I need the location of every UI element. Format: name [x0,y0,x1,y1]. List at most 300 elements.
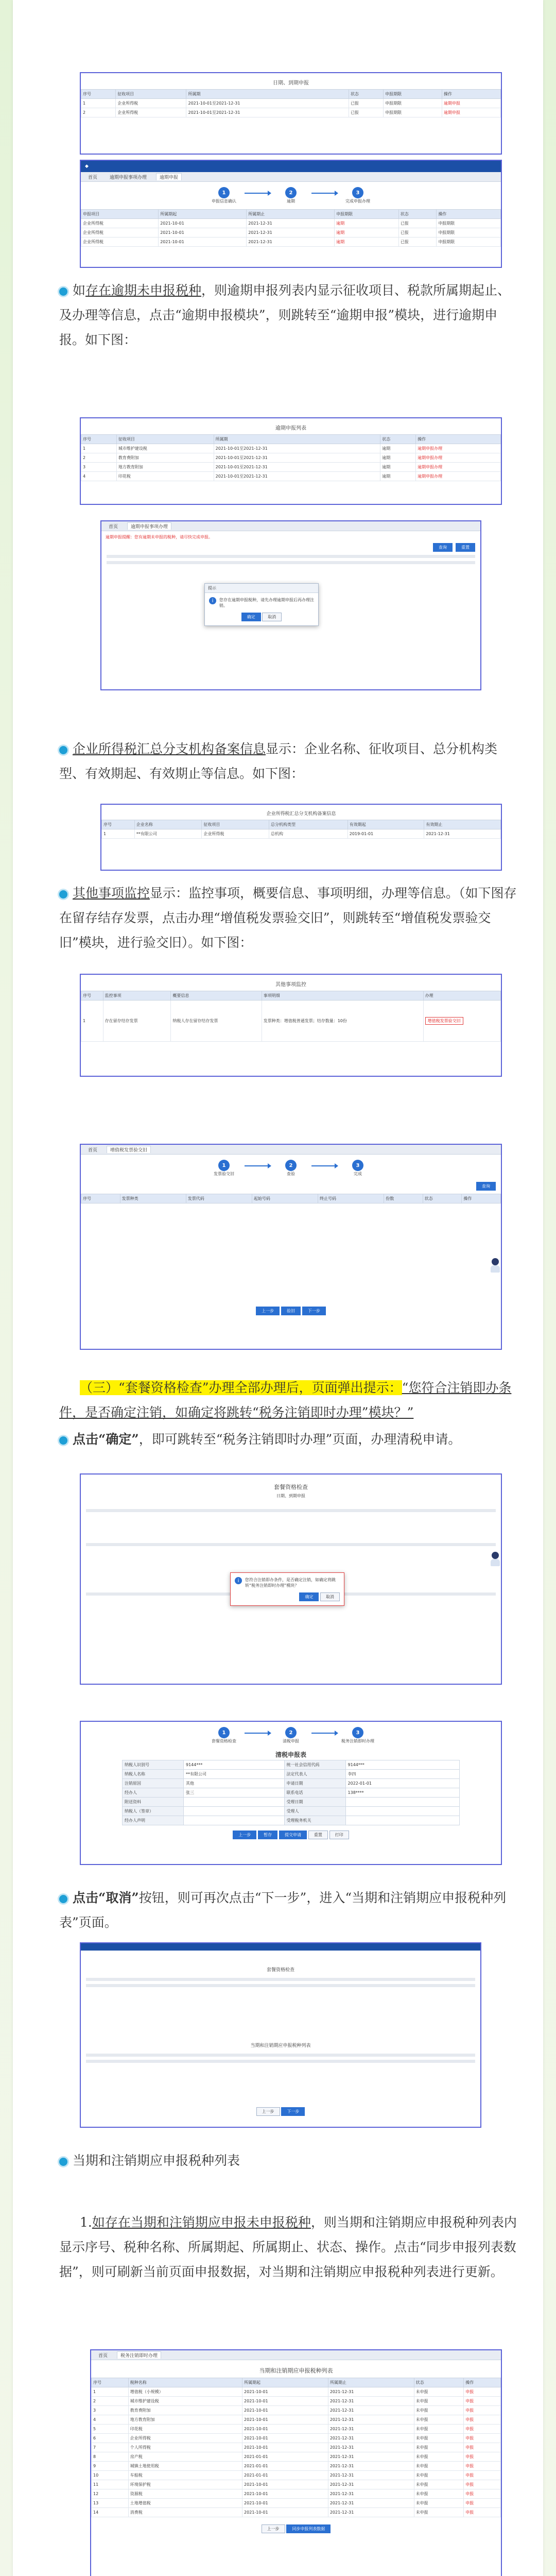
table-cell: 2 [81,108,116,117]
action-link[interactable]: 申报 [464,2508,501,2517]
table-cell: 未申报 [414,2443,464,2452]
table-cell: 已报 [398,219,437,228]
tab-home[interactable]: 首页 [98,2353,108,2359]
table-cell: 2021-10-01 [242,2443,328,2452]
form-label: 受理日期 [284,1798,345,1807]
reset-button[interactable]: 重置 [308,1831,328,1839]
cancel-button[interactable]: 取消 [320,1592,340,1601]
print-button[interactable]: 打印 [329,1831,349,1839]
paragraph-other-monitor: 其他事项监控显示：监控事项，概要信息、事项明细，办理等信息。（如下图存在留存结存发票，点击办理“增值税发票验交旧”，则跳转至“增值税发票验交旧”模块，进行验交旧）。如下图： [59,886,517,950]
form-label: 联系电话 [284,1788,345,1798]
form-title: 清税申报表 [275,1751,306,1758]
table-cell: 企业所得税 [81,238,159,247]
action-link[interactable]: 申报 [464,2387,501,2397]
table-cell: 2019-01-01 [348,829,424,839]
bullet-icon [59,2158,67,2166]
clearance-form [122,1760,460,1825]
table-cell: 2021-10-01 [242,2508,328,2517]
table-cell: 2021-10-01 [242,2397,328,2406]
table-cell: 2021-12-31 [328,2508,414,2517]
column-header: 发票种类 [120,1194,186,1204]
table-cell: 2021-10-01至2021-12-31 [186,99,349,108]
form-row [123,1798,460,1807]
form-field[interactable]: **有限公司 [184,1770,285,1779]
table-cell: 资源税 [128,2489,242,2499]
table-row [92,2425,501,2434]
prev-button[interactable]: 上一步 [262,2524,285,2533]
form-field[interactable]: 张三 [184,1788,285,1798]
table-cell: 2021-12-31 [328,2387,414,2397]
table-row [92,2471,501,2480]
form-label: 注销原因 [123,1779,184,1788]
form-field[interactable]: 9144*** [345,1760,459,1770]
app-titlebar [81,1943,480,1951]
table-cell: 企业所得税 [116,108,186,117]
table-cell: 未申报 [414,2387,464,2397]
table-cell: 申报期限 [437,219,501,228]
screenshot-tax-clearance [80,1721,502,1865]
table-cell: 逾期 [380,444,416,453]
column-header: 所属期止 [328,2378,414,2387]
table-cell: 13 [92,2499,129,2508]
cancel-button[interactable]: 取消 [262,613,282,621]
column-header: 终止号码 [318,1194,384,1204]
action-link[interactable]: 申报 [464,2471,501,2480]
table-cell: 总机构 [269,829,348,839]
table-row [92,2406,501,2415]
table-cell: 企业所得税 [81,219,159,228]
form-row [123,1770,460,1779]
table-cell: 企业所得税 [202,829,269,839]
step-1: 1 申报信息确认 [203,187,245,204]
table-cell: 2021-10-01至2021-12-31 [214,463,380,472]
form-label: 申请日期 [284,1779,345,1788]
action-link[interactable]: 逾期 [335,219,399,228]
action-link[interactable]: 申报 [464,2415,501,2425]
monitor-table: 序号 监控事项 概要信息 事项明细 办理 1 存在留存结存发票 纳税人存在留存结存发票 发票种类：增值税普通发票；结存数量：10份 增值税发票验交旧 [81,991,501,1042]
step-2: 2 逾期 [270,187,311,204]
column-header: 状态 [398,210,437,219]
table-cell: 逾期 [380,453,416,463]
column-header: 概要信息 [171,991,262,1001]
table-cell: 3 [81,463,117,472]
table-cell: 企业所得税 [116,99,186,108]
column-header: 征收项目 [116,435,214,444]
action-link[interactable]: 申报 [464,2499,501,2508]
form-field[interactable]: 138**** [345,1788,459,1798]
form-field[interactable]: 其他 [184,1779,285,1788]
table-cell: 2021-12-31 [328,2397,414,2406]
step-arrow-icon [311,193,337,194]
table-cell: 7 [92,2443,129,2452]
column-header: 征收项目 [116,90,186,99]
progress-steps [81,1722,501,1749]
table-cell: 2021-10-01至2021-12-31 [214,453,380,463]
step-3: 3 完成 [337,1160,378,1177]
progress-steps [81,182,501,209]
invoice-table [81,1194,501,1204]
column-header: 税种名称 [128,2378,242,2387]
branch-table [101,820,501,839]
sync-button[interactable]: 同步申报列表数据 [286,2524,331,2533]
form-label: 附送资料 [123,1798,184,1807]
table-cell: 2021-12-31 [328,2406,414,2415]
screenshot-package-modal [80,1473,502,1685]
column-header: 序号 [81,435,117,444]
table-cell: 2021-01-01 [242,2471,328,2480]
info-icon: i [235,1577,242,1584]
step-3: 3 税务注销即时办理 [337,1727,378,1744]
column-header: 监控事项 [103,991,171,1001]
modal-text: 您符合注销即办条件，是否确定注销，如确定将跳转“税务注销即时办理”模块？ [245,1578,336,1588]
tab-home[interactable]: 首页 [109,524,118,530]
table-cell: 9 [92,2462,129,2471]
overdue-list-table [81,434,501,481]
table-row [92,2397,501,2406]
table-row [92,2415,501,2425]
tab-overdue[interactable]: 逾期申报事项办理 [127,522,171,530]
form-field[interactable]: 2022-01-01 [345,1779,459,1788]
action-link[interactable]: 逾期申报办理 [416,463,501,472]
table-title: 企业所得税汇总分支机构备案信息 [266,811,336,817]
table-cell: 12 [92,2489,129,2499]
step-arrow-icon [245,1165,270,1166]
table-cell: 未申报 [414,2471,464,2480]
table-cell: **有限公司 [134,829,202,839]
table-cell: 已报 [398,228,437,238]
form-field[interactable] [345,1816,459,1825]
form-row [123,1816,460,1825]
form-field[interactable] [184,1816,285,1825]
column-header: 起始号码 [252,1194,318,1204]
table-cell: 城市维护建设税 [128,2397,242,2406]
column-header: 状态 [380,435,416,444]
paragraph-confirm: 点击“确定”，即可跳转至“税务注销即时办理”页面，办理清税申请。 [59,1427,523,1452]
paragraph-branch-filing: 企业所得税汇总分支机构备案信息显示：企业名称、征收项目、总分机构类型、有效期起、有效期止等信息。如下图： [59,741,498,781]
action-link[interactable]: 逾期申报办理 [416,472,501,481]
table-row [92,2443,501,2452]
step-arrow-icon [311,1733,337,1734]
table-cell: 2021-12-31 [328,2462,414,2471]
action-link[interactable]: 申报 [464,2480,501,2489]
table-cell: 2021-10-01至2021-12-31 [214,444,380,453]
invoice-check-link[interactable]: 增值税发票验交旧 [425,1017,463,1025]
table-row [81,228,501,238]
table-cell: 环境保护税 [128,2480,242,2489]
prev-button[interactable]: 上一步 [256,1307,280,1315]
action-link[interactable]: 申报 [464,2462,501,2471]
table-row [92,2462,501,2471]
form-label: 法定代表人 [284,1770,345,1779]
step-1: 1 套餐资格检查 [203,1727,245,1744]
save-button[interactable]: 暂存 [258,1831,277,1839]
table-row [81,99,501,108]
table-row [92,2434,501,2443]
action-link[interactable]: 申报 [464,2434,501,2443]
table-cell: 车船税 [128,2471,242,2480]
overdue-modal [204,583,319,626]
submit-button[interactable]: 提交申请 [279,1831,307,1839]
table-row [92,2489,501,2499]
table-cell: 个人所得税 [128,2443,242,2452]
table-cell: 已报 [398,238,437,247]
form-field[interactable]: 9144*** [184,1760,285,1770]
table-cell: 2021-12-31 [328,2489,414,2499]
modal-text: 您存在逾期申报税种，请先办理逾期申报后再办理注销。 [219,598,314,608]
table-cell: 房产税 [128,2452,242,2462]
step-arrow-icon [245,193,270,194]
table-title: 当期和注销期应申报税种列表 [259,2367,333,2374]
table-cell: 申报期限 [384,99,442,108]
form-label: 受理人 [284,1807,345,1816]
paragraph-overdue: 如存在逾期未申报税种，则逾期申报列表内显示征收项目、税款所属期起止、及办理等信息，点击“逾期申报模块”，则跳转至“逾期申报”模块，进行逾期申报。如下图： [59,283,511,347]
form-row [123,1788,460,1798]
column-header: 有效期起 [348,820,424,829]
tab-invoice[interactable]: 增值税发票验交旧 [107,1146,151,1153]
paragraph-cancel: 点击“取消”按钮，则可再次点击“下一步”，进入“当期和注销期应申报税种列表”页面。 [59,1890,507,1930]
table-cell: 2021-12-31 [328,2480,414,2489]
table-cell: 2021-12-31 [328,2471,414,2480]
confirm-modal [230,1572,344,1606]
action-link[interactable]: 申报 [464,2425,501,2434]
column-header: 操作 [464,2378,501,2387]
form-field[interactable] [345,1807,459,1816]
prev-button[interactable]: 上一步 [233,1831,256,1839]
table-cell: 4 [92,2415,129,2425]
table-cell: 2021-12-31 [328,2434,414,2443]
prev-button[interactable]: 上一步 [256,2107,280,2116]
app-titlebar [81,161,501,172]
tab-bar [81,1145,501,1155]
table-cell: 4 [81,472,117,481]
screenshot-branch-filing [100,804,502,871]
table-cell: 2021-01-01 [242,2462,328,2471]
info-icon: i [209,597,216,604]
form-label: 纳税人（签章） [123,1807,184,1816]
table-cell: 增值税（小规模） [128,2387,242,2397]
table-title: 其他事项监控 [275,982,306,988]
action-link[interactable]: 申报 [464,2452,501,2462]
table-cell: 2021-01-01 [242,2452,328,2462]
form-row [123,1807,460,1816]
table-row [92,2508,501,2517]
action-link[interactable]: 申报 [464,2443,501,2452]
tab-bar [81,172,501,182]
table-cell: 2021-10-01 [242,2387,328,2397]
table-cell: 企业所得税 [81,228,159,238]
column-header: 序号 [81,1194,120,1204]
table-cell: 教育费附加 [128,2406,242,2415]
query-button[interactable]: 查询 [476,1182,496,1191]
table-cell: 2021-10-01 [159,238,247,247]
table-cell: 1 [92,2387,129,2397]
screenshot-due-declaration [80,72,502,155]
table-row [81,453,501,463]
column-header: 所属期 [214,435,380,444]
form-label: 统一社会信用代码 [284,1760,345,1770]
ok-button[interactable]: 确定 [241,613,261,621]
table-cell: 土地增值税 [128,2499,242,2508]
table-cell: 2021-10-01 [242,2434,328,2443]
form-field[interactable] [345,1798,459,1807]
table-cell: 未申报 [414,2434,464,2443]
modal-title: 提示 [205,584,318,593]
column-header: 企业名称 [134,820,202,829]
table-cell: 2021-10-01 [159,219,247,228]
action-link[interactable]: 申报 [464,2397,501,2406]
table-row [81,472,501,481]
table-title: 日期、到期申报 [273,80,309,86]
column-header: 事项明细 [262,991,423,1001]
tab-bar [101,521,480,531]
action-link[interactable]: 逾期 [335,228,399,238]
table-cell: 印花税 [128,2425,242,2434]
column-header: 申报期限 [384,90,442,99]
screenshot-declare-list [80,1942,481,2128]
page-title: 套餐资格检查 [274,1484,308,1490]
form-label: 经办人 [123,1788,184,1798]
table-cell: 8 [92,2452,129,2462]
mascot-icon [491,1552,500,1566]
screenshot-overdue-process [80,160,502,268]
table-cell: 未申报 [414,2508,464,2517]
column-header: 操作 [462,1194,501,1204]
column-header: 所属期起 [242,2378,328,2387]
table-cell: 地方教育附加 [128,2415,242,2425]
table-title: 逾期申报列表 [275,426,306,431]
table-cell: 未申报 [414,2499,464,2508]
column-header: 序号 [81,90,116,99]
column-header: 操作 [437,210,501,219]
column-header: 序号 [81,991,103,1001]
table-cell: 2021-10-01至2021-12-31 [186,108,349,117]
bullet-icon [59,287,67,296]
table-cell: 10 [92,2471,129,2480]
table-cell: 未申报 [414,2462,464,2471]
form-field[interactable]: 李四 [345,1770,459,1779]
tab-cancel-instant[interactable]: 税务注销即时办理 [117,2351,161,2359]
table-cell: 6 [92,2434,129,2443]
screenshot-invoice-check [80,1144,502,1350]
next-button[interactable]: 下一步 [281,2107,305,2116]
table-cell: 企业所得税 [128,2434,242,2443]
table-cell: 未申报 [414,2480,464,2489]
table-cell: 5 [92,2425,129,2434]
column-header: 发票代码 [186,1194,252,1204]
column-header: 份数 [384,1194,423,1204]
table-cell: 2021-10-01至2021-12-31 [214,472,380,481]
table-cell: 未申报 [414,2452,464,2462]
table-cell: 逾期 [380,463,416,472]
table-cell: 地方教育附加 [116,463,214,472]
tab-overdue-declare[interactable]: 逾期申报 [156,173,182,180]
table-cell: 14 [92,2508,129,2517]
table-row [102,829,501,839]
step-2: 2 清税申报 [270,1727,311,1744]
bullet-icon [59,1895,67,1903]
table-cell: 2021-12-31 [247,228,335,238]
column-header: 征收项目 [202,820,269,829]
column-header: 操作 [442,90,501,99]
table-cell: 2021-10-01 [242,2425,328,2434]
bullet-icon [59,890,67,899]
table-row [92,2452,501,2462]
action-link[interactable]: 逾期申报 [442,108,501,117]
column-header: 所属期起 [159,210,247,219]
table-cell: 2021-10-01 [242,2499,328,2508]
action-link[interactable]: 申报 [464,2489,501,2499]
screenshot-overdue-list [80,417,502,505]
tab-home[interactable]: 首页 [88,1147,98,1153]
step-3: 3 完成申报办理 [337,187,378,204]
action-link[interactable]: 逾期申报 [442,99,501,108]
table-cell: 11 [92,2480,129,2489]
column-header: 状态 [423,1194,462,1204]
table-cell: 申报期限 [437,228,501,238]
action-link[interactable]: 逾期 [335,238,399,247]
table-cell: 2 [92,2397,129,2406]
action-link[interactable]: 逾期申报办理 [416,444,501,453]
due-table [81,89,501,117]
paragraph-declare-list: 1.如存在当期和注销期应申报未申报税种，则当期和注销期应申报税种列表内显示序号、税种名称、所属期起、所属期止、状态、操作。点击“同步申报列表数据”，则可刷新当前页面申报数据，对当期和注销期应申报税种列表进行更新。 [59,2215,517,2279]
table-cell: 城镇土地使用税 [128,2462,242,2471]
bullet-icon [59,1436,67,1445]
column-header: 有效期止 [424,820,501,829]
table-cell: 3 [92,2406,129,2415]
form-field[interactable] [184,1798,285,1807]
table-cell: 未申报 [414,2425,464,2434]
column-header: 申报项目 [81,210,159,219]
table-cell: 2021-12-31 [328,2443,414,2452]
action-link[interactable]: 逾期申报办理 [416,453,501,463]
table-cell: 2021-12-31 [247,219,335,228]
column-header: 状态 [349,90,383,99]
tab-overdue[interactable]: 逾期申报事项办理 [110,175,147,180]
step-arrow-icon [245,1733,270,1734]
table-cell: 2 [81,453,117,463]
table-cell: 已报 [349,108,383,117]
ok-button[interactable]: 确定 [299,1592,319,1601]
table-row [92,2499,501,2508]
form-label: 受理税务机关 [284,1816,345,1825]
next-button[interactable]: 下一步 [302,1307,326,1315]
column-header: 所属期 [186,90,349,99]
mascot-icon [491,1258,500,1273]
table-cell: 1 [81,444,117,453]
progress-steps [81,1155,501,1182]
form-field[interactable] [184,1807,285,1816]
table-row [81,463,501,472]
table-cell: 印花税 [116,472,214,481]
section-title: 套餐资格检查 [266,1968,294,1973]
declare-table [91,2378,501,2517]
reset-button[interactable]: 重置 [456,543,475,552]
overdue-notice: 逾期申报提醒：您有逾期未申报的税种，请尽快完成申报。 [106,535,213,539]
table-cell: 2021-10-01 [242,2415,328,2425]
check-button[interactable]: 验旧 [281,1307,301,1315]
action-link[interactable]: 申报 [464,2406,501,2415]
table-cell: 2021-10-01 [242,2489,328,2499]
step-arrow-icon [311,1165,337,1166]
table-cell: 2021-12-31 [328,2415,414,2425]
column-header: 申报期限 [335,210,399,219]
table-cell: 1 [81,99,116,108]
table-cell: 申报期限 [437,238,501,247]
tab-home[interactable]: 首页 [88,175,98,180]
screenshot-current-declare [90,2349,502,2576]
query-button[interactable]: 查询 [433,543,453,552]
table-cell: 申报期限 [384,108,442,117]
